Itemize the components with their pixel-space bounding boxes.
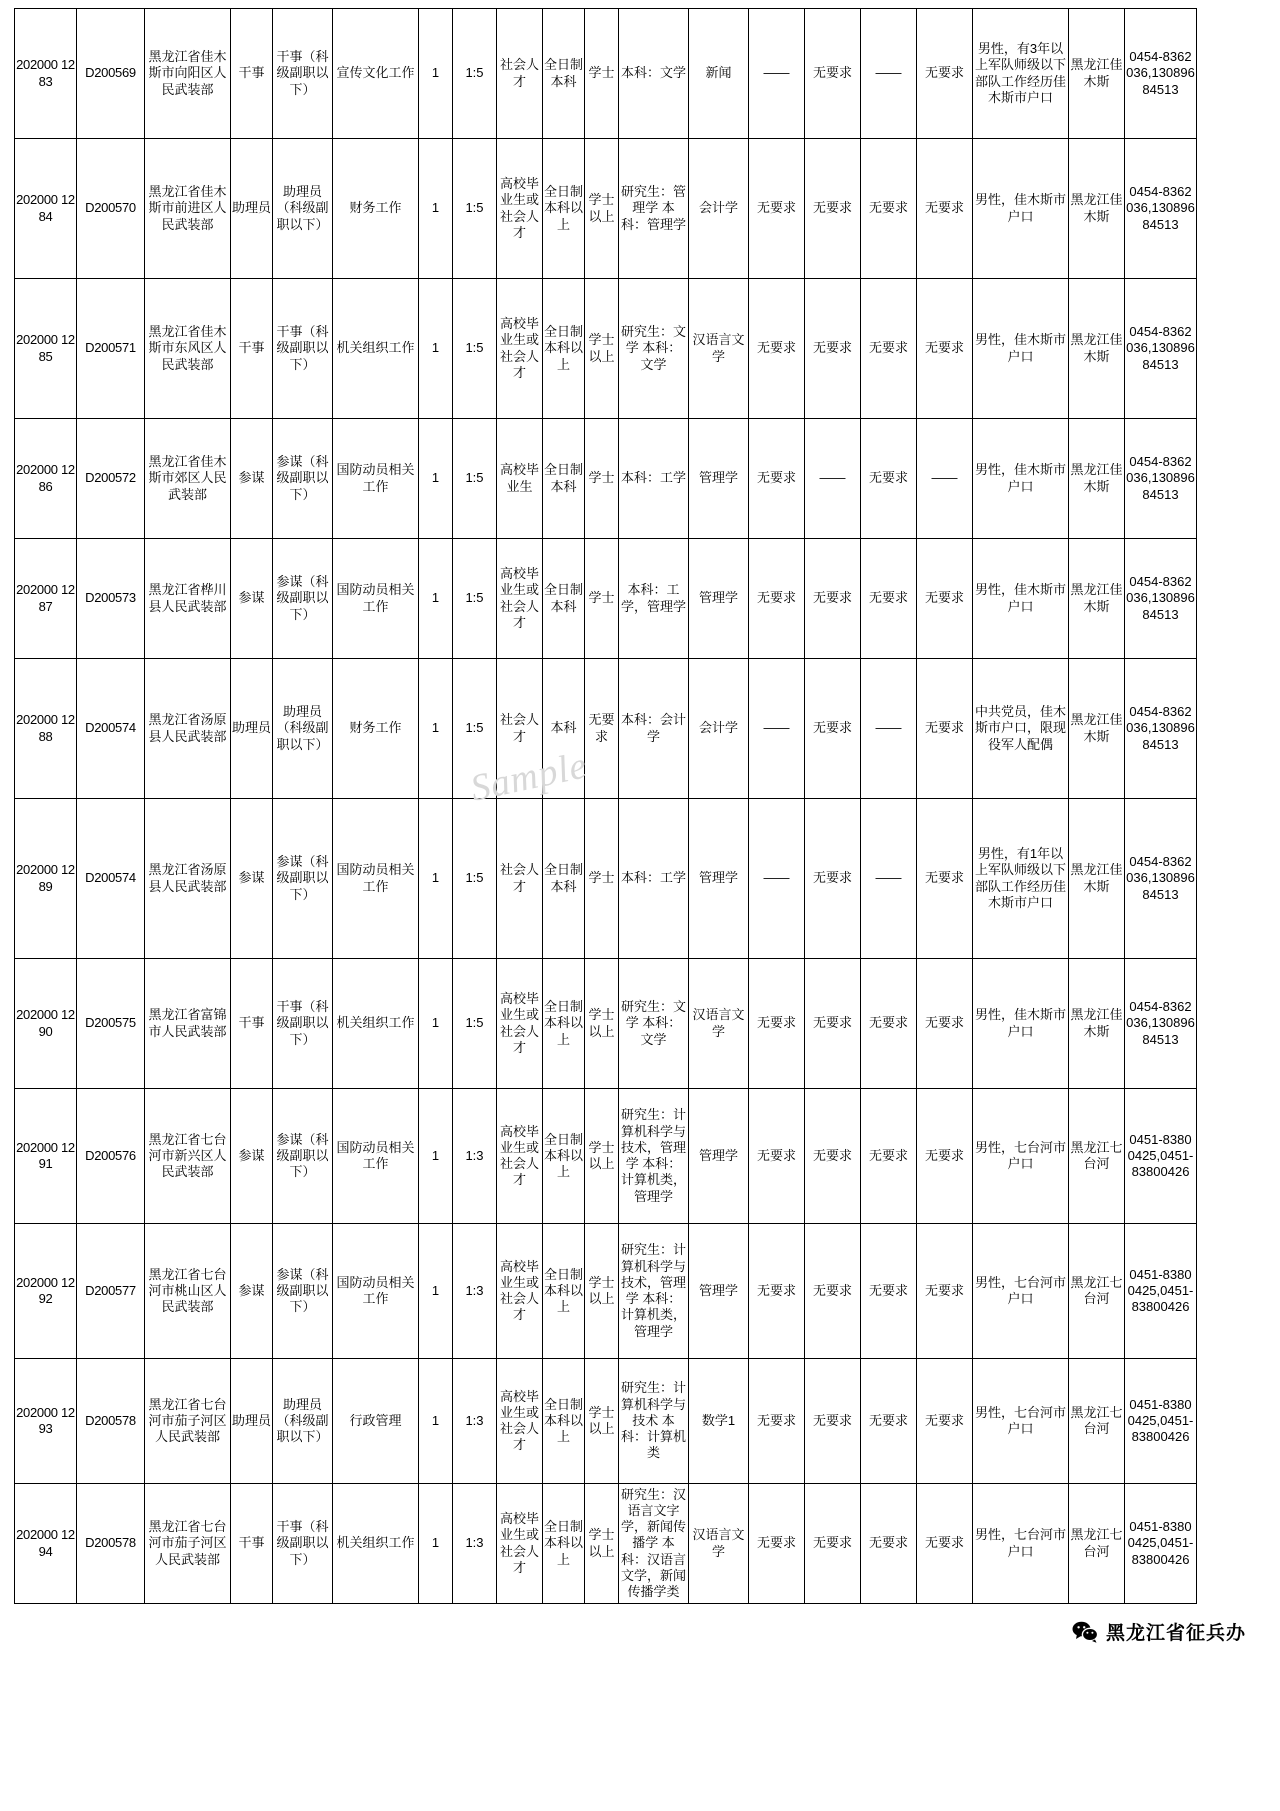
cell-politics: 无要求 (861, 279, 917, 419)
cell-ratio: 1:5 (453, 539, 497, 659)
cell-major: 研究生：计算机科学与技术 本科：计算机类 (619, 1359, 689, 1484)
cell-num: 1 (419, 1359, 453, 1484)
cell-unit_code: D200575 (77, 959, 145, 1089)
cell-major: 研究生：管理学 本科：管理学 (619, 139, 689, 279)
cell-unit_code: D200574 (77, 799, 145, 959)
cell-unit_code: D200569 (77, 9, 145, 139)
table-row (15, 799, 1197, 959)
cell-position: 参谋 (231, 1089, 273, 1224)
cell-politics: —— (861, 799, 917, 959)
cell-exam: 管理学 (689, 799, 749, 959)
cell-remark: 男性，七台河市户口 (973, 1484, 1069, 1604)
cell-duty: 行政管理 (333, 1359, 419, 1484)
cell-location: 黑龙江七台河 (1069, 1484, 1125, 1604)
cell-computer: 无要求 (805, 1089, 861, 1224)
cell-degree: 学士以上 (585, 959, 619, 1089)
cell-politics: 无要求 (861, 1224, 917, 1359)
table-body (15, 9, 1197, 1604)
cell-duty: 财务工作 (333, 659, 419, 799)
cell-unit: 黑龙江省七台河市桃山区人民武装部 (145, 1224, 231, 1359)
cell-phone: 0451-83800425,0451-83800426 (1125, 1224, 1197, 1359)
cell-location: 黑龙江七台河 (1069, 1224, 1125, 1359)
cell-english: 无要求 (749, 419, 805, 539)
cell-num: 1 (419, 659, 453, 799)
cell-identity: 高校毕业生 (497, 419, 543, 539)
cell-other: 无要求 (917, 9, 973, 139)
cell-job_code: 202000 1288 (15, 659, 77, 799)
cell-computer: 无要求 (805, 539, 861, 659)
cell-english: 无要求 (749, 279, 805, 419)
cell-politics: 无要求 (861, 539, 917, 659)
cell-ratio: 1:3 (453, 1359, 497, 1484)
cell-edu: 本科 (543, 659, 585, 799)
cell-major: 研究生：计算机科学与技术，管理学 本科：计算机类，管理学 (619, 1224, 689, 1359)
cell-other: 无要求 (917, 799, 973, 959)
cell-remark: 男性，七台河市户口 (973, 1359, 1069, 1484)
cell-unit: 黑龙江省七台河市茄子河区人民武装部 (145, 1359, 231, 1484)
cell-edu: 全日制本科 (543, 9, 585, 139)
cell-phone: 0454-8362036,13089684513 (1125, 9, 1197, 139)
cell-duty: 国防动员相关工作 (333, 419, 419, 539)
cell-computer: 无要求 (805, 1224, 861, 1359)
cell-unit: 黑龙江省佳木斯市前进区人民武装部 (145, 139, 231, 279)
cell-num: 1 (419, 1224, 453, 1359)
cell-degree: 学士以上 (585, 1484, 619, 1604)
cell-rank: 参谋（科级副职以下） (273, 539, 333, 659)
cell-identity: 高校毕业生或社会人才 (497, 1484, 543, 1604)
cell-english: 无要求 (749, 1359, 805, 1484)
cell-remark: 男性，佳木斯市户口 (973, 419, 1069, 539)
cell-duty: 国防动员相关工作 (333, 539, 419, 659)
cell-remark: 男性，有1年以上军队师级以下部队工作经历佳木斯市户口 (973, 799, 1069, 959)
table-row (15, 1224, 1197, 1359)
cell-unit: 黑龙江省佳木斯市向阳区人民武装部 (145, 9, 231, 139)
cell-rank: 助理员（科级副职以下） (273, 1359, 333, 1484)
cell-english: 无要求 (749, 1224, 805, 1359)
cell-duty: 机关组织工作 (333, 279, 419, 419)
cell-major: 研究生：文学 本科：文学 (619, 279, 689, 419)
cell-exam: 汉语言文学 (689, 1484, 749, 1604)
cell-exam: 管理学 (689, 1224, 749, 1359)
cell-remark: 男性，七台河市户口 (973, 1224, 1069, 1359)
cell-degree: 学士 (585, 419, 619, 539)
cell-ratio: 1:5 (453, 419, 497, 539)
cell-edu: 全日制本科以上 (543, 1359, 585, 1484)
cell-rank: 干事（科级副职以下） (273, 1484, 333, 1604)
cell-computer: 无要求 (805, 659, 861, 799)
cell-job_code: 202000 1284 (15, 139, 77, 279)
table-row (15, 1089, 1197, 1224)
cell-degree: 学士以上 (585, 1089, 619, 1224)
cell-num: 1 (419, 539, 453, 659)
cell-other: 无要求 (917, 1484, 973, 1604)
cell-identity: 社会人才 (497, 799, 543, 959)
cell-identity: 高校毕业生或社会人才 (497, 1359, 543, 1484)
cell-unit: 黑龙江省七台河市新兴区人民武装部 (145, 1089, 231, 1224)
cell-edu: 全日制本科以上 (543, 1089, 585, 1224)
cell-position: 干事 (231, 1484, 273, 1604)
cell-rank: 参谋（科级副职以下） (273, 419, 333, 539)
cell-position: 助理员 (231, 659, 273, 799)
cell-num: 1 (419, 9, 453, 139)
cell-major: 本科：文学 (619, 9, 689, 139)
cell-location: 黑龙江佳木斯 (1069, 799, 1125, 959)
cell-computer: 无要求 (805, 279, 861, 419)
cell-politics: —— (861, 659, 917, 799)
cell-degree: 学士以上 (585, 1359, 619, 1484)
table-row (15, 959, 1197, 1089)
cell-location: 黑龙江佳木斯 (1069, 279, 1125, 419)
cell-major: 本科：会计学 (619, 659, 689, 799)
cell-phone: 0454-8362036,13089684513 (1125, 659, 1197, 799)
cell-remark: 男性，佳木斯市户口 (973, 959, 1069, 1089)
cell-english: 无要求 (749, 139, 805, 279)
cell-ratio: 1:5 (453, 9, 497, 139)
cell-english: 无要求 (749, 539, 805, 659)
cell-position: 参谋 (231, 539, 273, 659)
cell-rank: 干事（科级副职以下） (273, 9, 333, 139)
cell-position: 参谋 (231, 799, 273, 959)
cell-exam: 汉语言文学 (689, 959, 749, 1089)
cell-english: 无要求 (749, 959, 805, 1089)
cell-location: 黑龙江佳木斯 (1069, 539, 1125, 659)
cell-identity: 高校毕业生或社会人才 (497, 1089, 543, 1224)
cell-exam: 新闻 (689, 9, 749, 139)
cell-unit: 黑龙江省富锦市人民武装部 (145, 959, 231, 1089)
cell-phone: 0454-8362036,13089684513 (1125, 279, 1197, 419)
recruitment-table (14, 8, 1197, 1604)
cell-job_code: 202000 1287 (15, 539, 77, 659)
cell-phone: 0451-83800425,0451-83800426 (1125, 1484, 1197, 1604)
cell-politics: —— (861, 9, 917, 139)
cell-unit: 黑龙江省七台河市茄子河区人民武装部 (145, 1484, 231, 1604)
cell-computer: 无要求 (805, 959, 861, 1089)
cell-computer: 无要求 (805, 139, 861, 279)
cell-other: —— (917, 419, 973, 539)
cell-num: 1 (419, 799, 453, 959)
cell-english: —— (749, 9, 805, 139)
cell-exam: 会计学 (689, 139, 749, 279)
cell-english: —— (749, 799, 805, 959)
cell-position: 干事 (231, 959, 273, 1089)
cell-other: 无要求 (917, 139, 973, 279)
cell-identity: 高校毕业生或社会人才 (497, 139, 543, 279)
table-row (15, 279, 1197, 419)
cell-ratio: 1:3 (453, 1089, 497, 1224)
cell-job_code: 202000 1294 (15, 1484, 77, 1604)
cell-job_code: 202000 1285 (15, 279, 77, 419)
cell-remark: 中共党员，佳木斯市户口，限现役军人配偶 (973, 659, 1069, 799)
cell-rank: 参谋（科级副职以下） (273, 1224, 333, 1359)
cell-unit: 黑龙江省汤原县人民武装部 (145, 659, 231, 799)
table-row (15, 419, 1197, 539)
cell-ratio: 1:5 (453, 659, 497, 799)
cell-ratio: 1:5 (453, 279, 497, 419)
footer-label: 黑龙江省征兵办 (1105, 1623, 1246, 1644)
cell-job_code: 202000 1292 (15, 1224, 77, 1359)
cell-phone: 0454-8362036,13089684513 (1125, 139, 1197, 279)
cell-location: 黑龙江七台河 (1069, 1359, 1125, 1484)
table-row (15, 539, 1197, 659)
cell-other: 无要求 (917, 1359, 973, 1484)
cell-num: 1 (419, 139, 453, 279)
cell-num: 1 (419, 959, 453, 1089)
cell-location: 黑龙江佳木斯 (1069, 959, 1125, 1089)
cell-major: 本科：工学 (619, 799, 689, 959)
cell-position: 干事 (231, 9, 273, 139)
cell-ratio: 1:5 (453, 959, 497, 1089)
cell-exam: 数学1 (689, 1359, 749, 1484)
cell-location: 黑龙江佳木斯 (1069, 659, 1125, 799)
cell-other: 无要求 (917, 659, 973, 799)
cell-job_code: 202000 1291 (15, 1089, 77, 1224)
cell-identity: 社会人才 (497, 659, 543, 799)
cell-unit: 黑龙江省佳木斯市东风区人民武装部 (145, 279, 231, 419)
cell-remark: 男性，佳木斯市户口 (973, 139, 1069, 279)
cell-unit: 黑龙江省汤原县人民武装部 (145, 799, 231, 959)
cell-duty: 机关组织工作 (333, 1484, 419, 1604)
cell-english: 无要求 (749, 1089, 805, 1224)
cell-politics: 无要求 (861, 1484, 917, 1604)
cell-major: 研究生：计算机科学与技术，管理学 本科：计算机类，管理学 (619, 1089, 689, 1224)
cell-other: 无要求 (917, 1224, 973, 1359)
cell-exam: 管理学 (689, 1089, 749, 1224)
cell-unit_code: D200578 (77, 1359, 145, 1484)
cell-degree: 学士 (585, 539, 619, 659)
cell-degree: 学士以上 (585, 279, 619, 419)
cell-english: 无要求 (749, 1484, 805, 1604)
cell-degree: 学士 (585, 799, 619, 959)
cell-phone: 0454-8362036,13089684513 (1125, 799, 1197, 959)
cell-job_code: 202000 1293 (15, 1359, 77, 1484)
cell-duty: 国防动员相关工作 (333, 1089, 419, 1224)
cell-degree: 无要求 (585, 659, 619, 799)
cell-duty: 国防动员相关工作 (333, 1224, 419, 1359)
cell-num: 1 (419, 1484, 453, 1604)
cell-unit: 黑龙江省佳木斯市郊区人民武装部 (145, 419, 231, 539)
cell-phone: 0454-8362036,13089684513 (1125, 539, 1197, 659)
cell-rank: 参谋（科级副职以下） (273, 799, 333, 959)
cell-unit_code: D200576 (77, 1089, 145, 1224)
cell-politics: 无要求 (861, 1359, 917, 1484)
cell-num: 1 (419, 419, 453, 539)
cell-exam: 管理学 (689, 539, 749, 659)
cell-ratio: 1:3 (453, 1484, 497, 1604)
cell-duty: 宣传文化工作 (333, 9, 419, 139)
cell-unit_code: D200571 (77, 279, 145, 419)
cell-identity: 高校毕业生或社会人才 (497, 959, 543, 1089)
table-row (15, 139, 1197, 279)
cell-location: 黑龙江佳木斯 (1069, 9, 1125, 139)
cell-ratio: 1:3 (453, 1224, 497, 1359)
cell-major: 本科：工学，管理学 (619, 539, 689, 659)
cell-phone: 0454-8362036,13089684513 (1125, 419, 1197, 539)
cell-position: 干事 (231, 279, 273, 419)
cell-job_code: 202000 1290 (15, 959, 77, 1089)
cell-edu: 全日制本科以上 (543, 139, 585, 279)
cell-major: 研究生：汉语言文字学，新闻传播学 本科：汉语言文学，新闻传播学类 (619, 1484, 689, 1604)
cell-other: 无要求 (917, 959, 973, 1089)
cell-phone: 0451-83800425,0451-83800426 (1125, 1359, 1197, 1484)
cell-edu: 全日制本科 (543, 419, 585, 539)
cell-rank: 干事（科级副职以下） (273, 279, 333, 419)
cell-computer: 无要求 (805, 9, 861, 139)
cell-duty: 机关组织工作 (333, 959, 419, 1089)
cell-num: 1 (419, 1089, 453, 1224)
cell-edu: 全日制本科以上 (543, 959, 585, 1089)
table-row (15, 1484, 1197, 1604)
cell-computer: 无要求 (805, 799, 861, 959)
cell-other: 无要求 (917, 539, 973, 659)
cell-rank: 助理员（科级副职以下） (273, 139, 333, 279)
cell-identity: 高校毕业生或社会人才 (497, 279, 543, 419)
cell-unit_code: D200570 (77, 139, 145, 279)
cell-position: 参谋 (231, 1224, 273, 1359)
cell-degree: 学士以上 (585, 1224, 619, 1359)
cell-num: 1 (419, 279, 453, 419)
cell-exam: 汉语言文学 (689, 279, 749, 419)
cell-politics: 无要求 (861, 419, 917, 539)
cell-job_code: 202000 1289 (15, 799, 77, 959)
cell-phone: 0454-8362036,13089684513 (1125, 959, 1197, 1089)
cell-rank: 参谋（科级副职以下） (273, 1089, 333, 1224)
cell-edu: 全日制本科以上 (543, 1224, 585, 1359)
cell-politics: 无要求 (861, 139, 917, 279)
cell-politics: 无要求 (861, 959, 917, 1089)
cell-computer: —— (805, 419, 861, 539)
cell-unit: 黑龙江省桦川县人民武装部 (145, 539, 231, 659)
cell-degree: 学士 (585, 9, 619, 139)
cell-job_code: 202000 1283 (15, 9, 77, 139)
cell-location: 黑龙江佳木斯 (1069, 139, 1125, 279)
cell-duty: 财务工作 (333, 139, 419, 279)
table-row (15, 9, 1197, 139)
cell-unit_code: D200578 (77, 1484, 145, 1604)
cell-exam: 管理学 (689, 419, 749, 539)
sample-watermark: Sample (466, 744, 591, 810)
cell-location: 黑龙江佳木斯 (1069, 419, 1125, 539)
cell-politics: 无要求 (861, 1089, 917, 1224)
cell-remark: 男性，七台河市户口 (973, 1089, 1069, 1224)
table-row (15, 659, 1197, 799)
cell-unit_code: D200577 (77, 1224, 145, 1359)
cell-rank: 干事（科级副职以下） (273, 959, 333, 1089)
cell-other: 无要求 (917, 1089, 973, 1224)
cell-edu: 全日制本科以上 (543, 1484, 585, 1604)
cell-identity: 高校毕业生或社会人才 (497, 1224, 543, 1359)
cell-position: 助理员 (231, 1359, 273, 1484)
footer-attribution (8, 1618, 1246, 1645)
cell-identity: 高校毕业生或社会人才 (497, 539, 543, 659)
cell-degree: 学士以上 (585, 139, 619, 279)
cell-duty: 国防动员相关工作 (333, 799, 419, 959)
cell-computer: 无要求 (805, 1359, 861, 1484)
cell-phone: 0451-83800425,0451-83800426 (1125, 1089, 1197, 1224)
cell-major: 研究生：文学 本科：文学 (619, 959, 689, 1089)
cell-position: 助理员 (231, 139, 273, 279)
cell-rank: 助理员（科级副职以下） (273, 659, 333, 799)
cell-edu: 全日制本科 (543, 539, 585, 659)
cell-english: —— (749, 659, 805, 799)
cell-ratio: 1:5 (453, 139, 497, 279)
cell-job_code: 202000 1286 (15, 419, 77, 539)
cell-identity: 社会人才 (497, 9, 543, 139)
cell-ratio: 1:5 (453, 799, 497, 959)
cell-exam: 会计学 (689, 659, 749, 799)
cell-remark: 男性，佳木斯市户口 (973, 279, 1069, 419)
cell-edu: 全日制本科以上 (543, 279, 585, 419)
cell-other: 无要求 (917, 279, 973, 419)
cell-unit_code: D200572 (77, 419, 145, 539)
table-row (15, 1359, 1197, 1484)
cell-edu: 全日制本科 (543, 799, 585, 959)
cell-computer: 无要求 (805, 1484, 861, 1604)
cell-remark: 男性，有3年以上军队师级以下部队工作经历佳木斯市户口 (973, 9, 1069, 139)
cell-location: 黑龙江七台河 (1069, 1089, 1125, 1224)
cell-remark: 男性，佳木斯市户口 (973, 539, 1069, 659)
cell-unit_code: D200574 (77, 659, 145, 799)
cell-position: 参谋 (231, 419, 273, 539)
cell-unit_code: D200573 (77, 539, 145, 659)
cell-major: 本科：工学 (619, 419, 689, 539)
wechat-icon (1072, 1621, 1098, 1643)
